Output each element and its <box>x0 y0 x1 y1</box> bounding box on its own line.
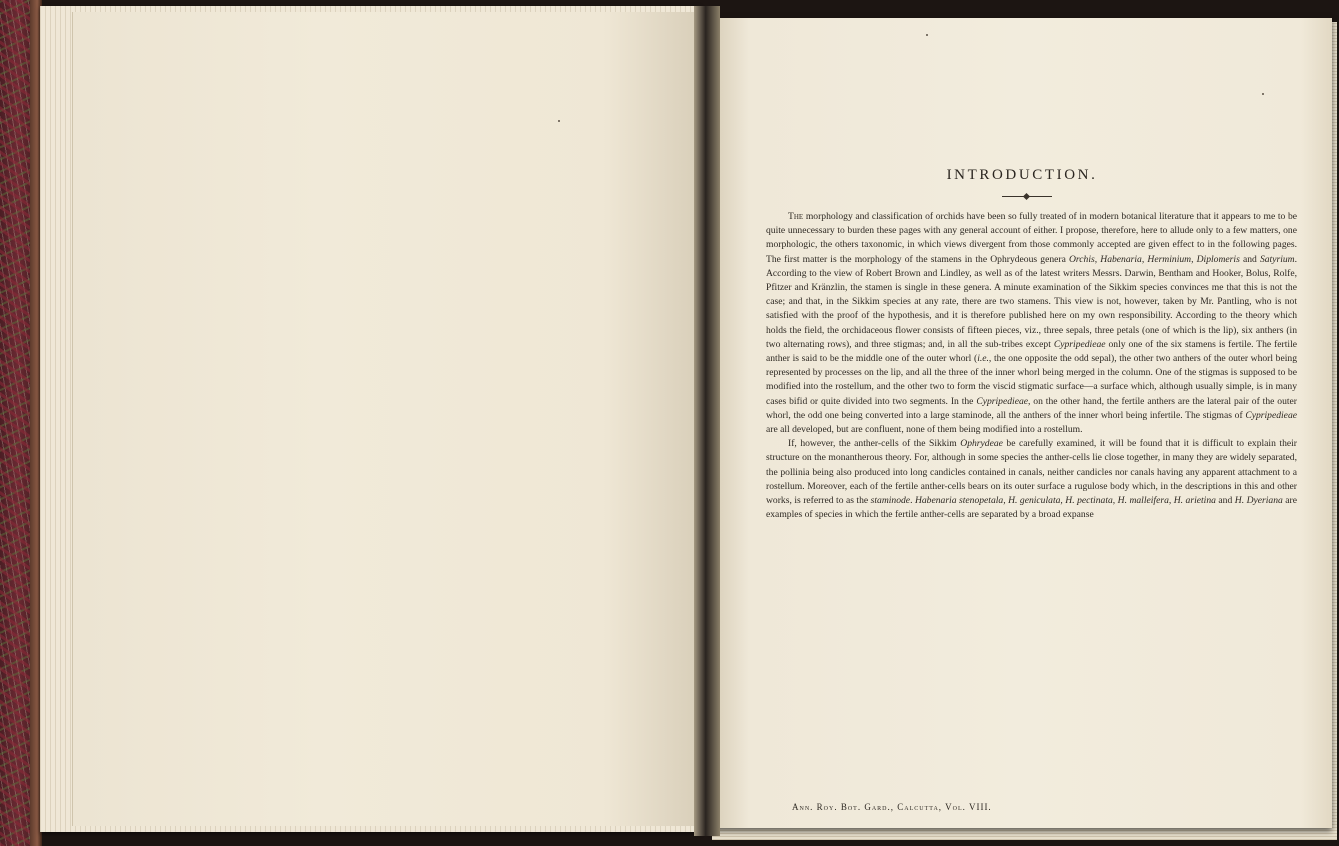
text-run: are examples of species in which the fertile anther-cells are separated by a broad expanse <box>766 495 1297 521</box>
text-run: and <box>1215 495 1235 507</box>
paragraph-2 <box>766 437 1297 522</box>
text-run: are all developed, but are confluent, none of them being modified into a rostellum. <box>766 424 1083 436</box>
italic-text-run: Habenaria stenopetala, H. geniculata, H. pectinata, H. malleifera, H. arietina <box>914 495 1216 507</box>
paper-speck <box>1262 93 1264 95</box>
left-blank-page <box>72 12 697 826</box>
italic-text-run: staminode <box>870 495 911 507</box>
italic-text-run: Cypripedieae <box>1053 338 1106 350</box>
text-run: . According to the view of Robert Brown and Lindley, as well as of the latest writers Messrs. Darwin, Bentham and Hooker, Bolus, Rolfe, Pfitzer and Kränzlin, the stamen is single in these genera. A minute examination of the Sikkim species convinces me that this is not the case; and that, in the Sikkim species at any rate, there are two stamens. This view is not, however, taken by Mr. Pantling, who is not satisfied with the proof of the hypothesis, and it is therefore published here on my own responsibility. According to the theory which holds the field, the orchidaceous flower consists of fifteen pieces, viz., three sepals, three petals (one of which is the lip), six anthers (in two alternating rows), and three stigmas; and, in all the sub-tribes except <box>766 253 1298 350</box>
text-run: and <box>1239 253 1260 265</box>
page-heading: INTRODUCTION. <box>946 167 1098 183</box>
italic-text-run: Cypripedieae <box>976 395 1029 407</box>
paragraph-1-text <box>766 211 1297 435</box>
italic-text-run: Orchis, Habenaria, Herminium, Diplomeris <box>1068 253 1240 265</box>
paragraph-1-lead-word: The <box>788 211 804 222</box>
italic-text-run: H. Dyeriana <box>1234 495 1283 507</box>
text-run: , on the other hand, the fertile anthers are the lateral pair of the outer whorl, the odd one being converted into a large staminode, all the anthers of the inner whorl being infertile. The stigmas of <box>766 395 1297 421</box>
text-run: be carefully examined, it will be found that it is difficult to explain their structure on the monantherous theory. For, although in some species the anther-cells lie close together, in many they are widely separated, the pollinia being also produced into long candicles contained in canals, neither candicles nor canals having any apparent attachment to a rostellum. Moreover, each of the fertile anther-cells bears on its outer surface a rugulose body which, in the descriptions in this and other works, is referred to as the <box>766 438 1297 507</box>
italic-text-run: Ophrydeae <box>960 438 1003 450</box>
text-run: . <box>910 495 915 507</box>
heading-ornament-rule <box>1002 196 1052 197</box>
introduction-body <box>766 210 1297 522</box>
text-run: morphology and classification of orchids have been so fully treated of in modern botanical literature that it appears to me to be quite unnecessary to burden these pages with any general account of either. I propose, therefore, here to allude only to a few matters, one morphologic, the others taxonomic, in which views divergent from those commonly accepted are given effect to in the following pages. The first matter is the morphology of the stamens in the Ophrydeous genera <box>766 211 1297 265</box>
paper-speck <box>926 34 928 36</box>
italic-text-run: Satyrium <box>1259 253 1295 265</box>
paragraph-1 <box>766 210 1297 437</box>
text-run: only one of the six stamens is fertile. The fertile anther is said to be the middle one of the outer whorl ( <box>766 338 1297 365</box>
paper-speck <box>558 120 560 122</box>
page-footer-citation: Ann. Roy. Bot. Gard., Calcutta, Vol. VIII. <box>792 802 992 812</box>
italic-text-run: Cypripedieae <box>1245 409 1297 421</box>
text-run: , the one opposite the odd sepal), the other two anthers of the outer whorl being represented by processes on the lip, and all the three of the inner whorl being merged in the column. One of the stigmas is supposed to be modified into the rostellum, and the other two to form the viscid stigmatic surface—a surface which, although usually simple, is in many cases bifid or quite divided into two segments. In the <box>766 353 1297 407</box>
paragraph-2-text <box>766 438 1297 520</box>
book-gutter <box>694 6 720 836</box>
italic-text-run: i.e. <box>977 353 989 365</box>
text-run: If, however, the anther-cells of the Sikkim <box>788 438 961 450</box>
